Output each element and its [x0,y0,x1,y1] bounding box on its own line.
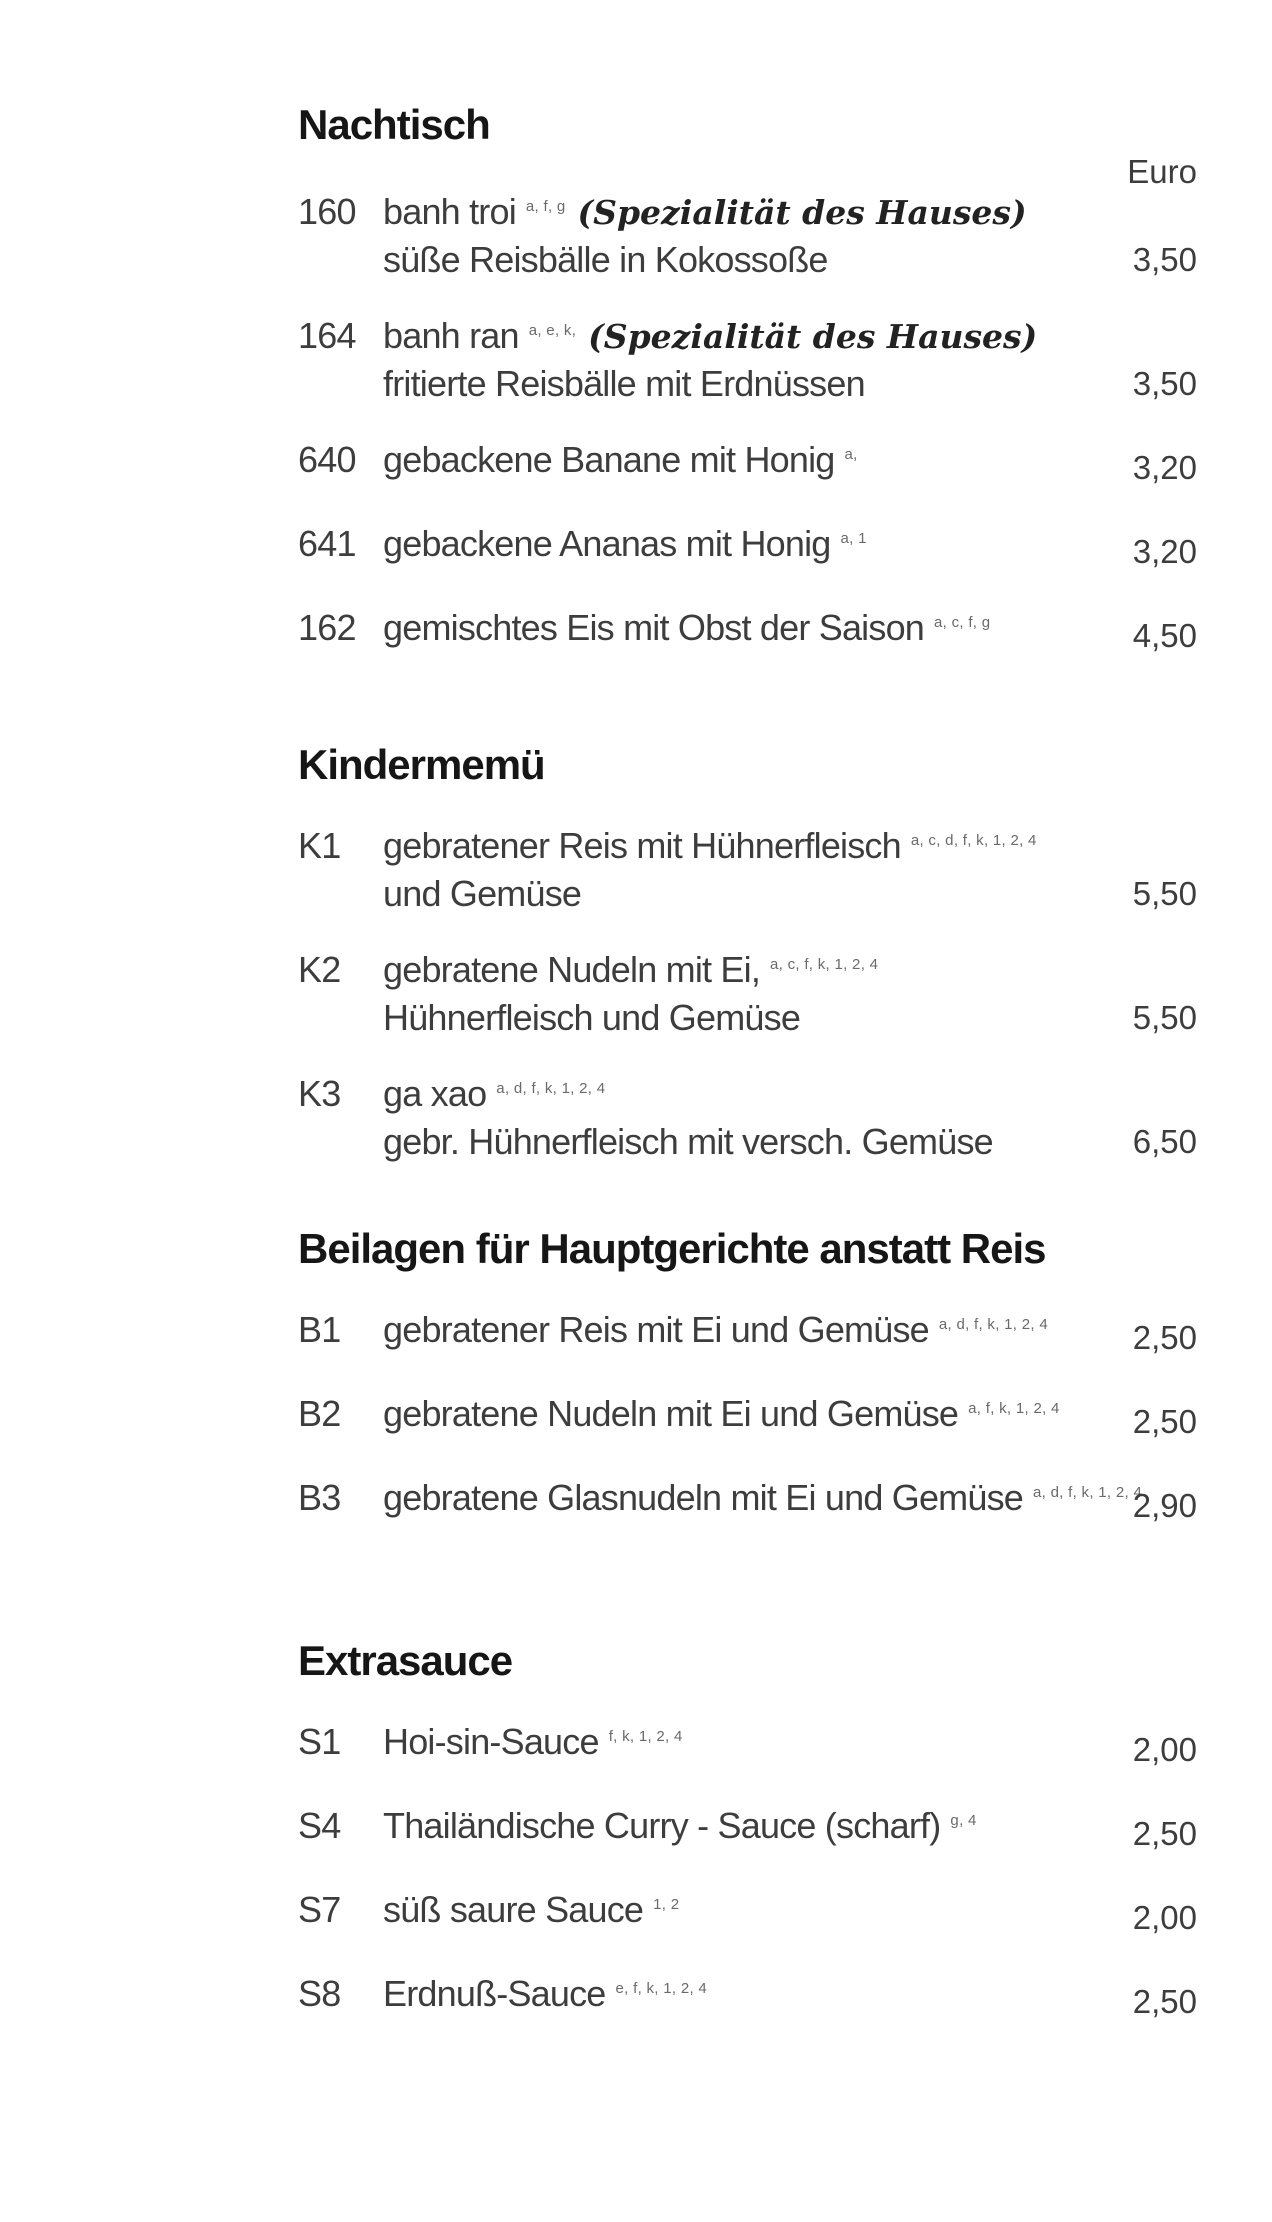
section-items [298,1310,1197,1526]
item-name: banh ran [383,315,519,356]
item-price: 2,50 [1132,1983,1197,2020]
item-title-line [383,1722,1197,1770]
item-title-line [383,192,1197,240]
item-body [383,440,1197,488]
item-code: 160 [298,191,356,232]
menu-item-row [298,1722,1197,1770]
section-items [298,192,1197,656]
menu-item-row [298,192,1197,280]
item-price: 3,20 [1132,449,1197,486]
item-allergens: g, 4 [950,1812,977,1829]
item-price: 3,50 [1132,241,1197,278]
item-title-line [383,950,1197,998]
menu-item-row [298,1478,1197,1526]
menu-item-row [298,1806,1197,1854]
item-name: ga xao [383,1073,487,1114]
item-title-line [383,316,1197,364]
item-name: gebratene Nudeln mit Ei, [383,949,761,990]
item-title-line [383,608,1197,656]
item-price: 2,50 [1132,1403,1197,1440]
item-title-line [383,1310,1197,1358]
item-title-line [383,1074,1197,1122]
item-price: 2,90 [1132,1487,1197,1524]
item-price: 2,00 [1132,1731,1197,1768]
item-body [383,1890,1197,1938]
item-allergens: a, d, f, k, 1, 2, 4 [1033,1484,1143,1501]
item-description: süße Reisbälle in Kokossoße [383,239,828,280]
item-price: 5,50 [1132,999,1197,1036]
item-code: 641 [298,523,356,564]
item-code: 640 [298,439,356,480]
item-title-line [383,1974,1197,2022]
item-name: gebratene Glasnudeln mit Ei und Gemüse [383,1477,1023,1518]
item-code: S7 [298,1889,341,1930]
section-title: Extrasauce [298,1637,513,1684]
menu-section [298,1226,1197,1526]
item-price: 2,50 [1132,1319,1197,1356]
item-description: Hühnerfleisch und Gemüse [383,997,801,1038]
item-price: 2,50 [1132,1815,1197,1852]
item-code: S8 [298,1973,341,2014]
menu-item-row [298,1394,1197,1442]
item-name: Thailändische Curry - Sauce (scharf) [383,1805,941,1846]
item-body [383,1394,1197,1442]
item-allergens: a, [844,446,858,463]
item-allergens: 1, 2 [653,1896,680,1913]
item-name: Erdnuß-Sauce [383,1973,606,2014]
menu-item-row [298,1074,1197,1162]
item-name: gebackene Ananas mit Honig [383,523,831,564]
item-allergens: a, f, k, 1, 2, 4 [968,1400,1060,1417]
item-code: K2 [298,949,341,990]
item-body [383,1310,1197,1358]
item-allergens: f, k, 1, 2, 4 [608,1728,683,1745]
item-allergens: a, c, d, f, k, 1, 2, 4 [910,832,1037,849]
item-code: K1 [298,825,341,866]
item-code: S4 [298,1805,341,1846]
item-body [383,316,1197,404]
menu-item-row [298,608,1197,656]
item-code: K3 [298,1073,341,1114]
menu-item-row [298,524,1197,572]
item-description: und Gemüse [383,873,582,914]
menu-item-row [298,950,1197,1038]
item-price: 3,50 [1132,365,1197,402]
item-allergens: a, 1 [840,530,867,547]
section-title: Kindermemü [298,741,545,788]
item-code: 162 [298,607,356,648]
item-price: 3,20 [1132,533,1197,570]
item-name: Hoi-sin-Sauce [383,1721,599,1762]
item-body [383,608,1197,656]
item-price: 5,50 [1132,875,1197,912]
item-title-line [383,1806,1197,1854]
item-name: gebratene Nudeln mit Ei und Gemüse [383,1393,959,1434]
menu-item-row [298,440,1197,488]
menu-section [298,102,1197,656]
item-body [383,1478,1197,1526]
item-body [383,1074,1197,1162]
item-title-line [383,826,1197,874]
item-specialty-note: (Spezialität des Hauses) [588,317,1038,356]
item-allergens: a, f, g [525,198,566,215]
item-title-line [383,440,1197,488]
item-allergens: e, f, k, 1, 2, 4 [615,1980,708,1997]
currency-label: Euro [1127,153,1197,190]
menu-section [298,742,1197,1162]
item-name: süß saure Sauce [383,1889,644,1930]
item-code: 164 [298,315,356,356]
item-description: gebr. Hühnerfleisch mit versch. Gemüse [383,1121,993,1162]
section-items [298,826,1197,1162]
item-allergens: a, d, f, k, 1, 2, 4 [496,1080,606,1097]
item-specialty-note: (Spezialität des Hauses) [577,193,1027,232]
item-name: gebratener Reis mit Ei und Gemüse [383,1309,929,1350]
item-name: gemischtes Eis mit Obst der Saison [383,607,925,648]
item-body [383,950,1197,1038]
item-allergens: a, c, f, g [934,614,991,631]
menu-item-row [298,1974,1197,2022]
section-title: Beilagen für Hauptgerichte anstatt Reis [298,1225,1046,1272]
item-description: fritierte Reisbälle mit Erdnüssen [383,363,865,404]
item-body [383,826,1197,914]
item-allergens: a, c, f, k, 1, 2, 4 [770,956,879,973]
item-price: 4,50 [1132,617,1197,654]
menu-item-row [298,826,1197,914]
menu-item-row [298,1310,1197,1358]
item-code: S1 [298,1721,341,1762]
item-body [383,1806,1197,1854]
menu-item-row [298,316,1197,404]
item-code: B2 [298,1393,341,1434]
menu-section [298,1638,1197,2022]
item-title-line [383,1478,1197,1526]
item-code: B1 [298,1309,341,1350]
item-body [383,524,1197,572]
item-name: banh troi [383,191,516,232]
item-name: gebackene Banane mit Honig [383,439,835,480]
item-title-line [383,1394,1197,1442]
item-title-line [383,524,1197,572]
section-items [298,1722,1197,2022]
item-name: gebratener Reis mit Hühnerfleisch [383,825,901,866]
item-allergens: a, d, f, k, 1, 2, 4 [938,1316,1048,1333]
menu-sections [298,102,1197,2022]
section-title: Nachtisch [298,101,490,148]
item-title-line [383,1890,1197,1938]
item-body [383,1722,1197,1770]
item-price: 6,50 [1132,1123,1197,1160]
item-body [383,1974,1197,2022]
item-price: 2,00 [1132,1899,1197,1936]
item-body [383,192,1197,280]
item-allergens: a, e, k, [528,322,577,339]
item-code: B3 [298,1477,341,1518]
menu-item-row [298,1890,1197,1938]
